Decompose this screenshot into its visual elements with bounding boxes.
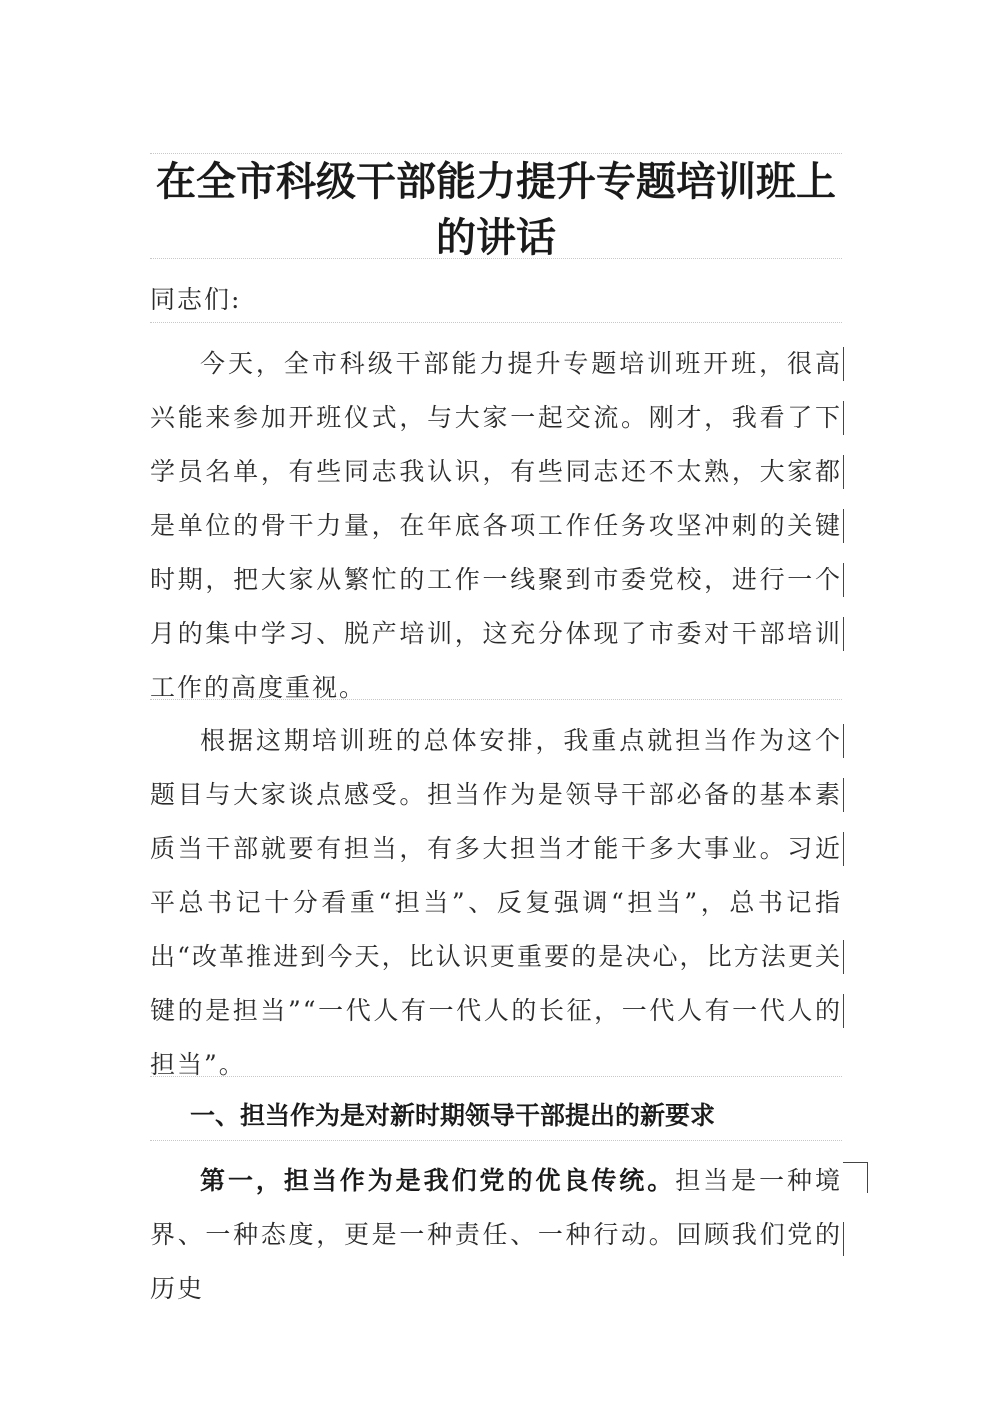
margin-marker — [843, 724, 844, 758]
document-title: 在全市科级干部能力提升专题培训班上的讲话 — [156, 158, 836, 261]
margin-marker — [843, 832, 844, 866]
margin-marker — [843, 940, 844, 974]
paragraph-2: 根据这期培训班的总体安排，我重点就担当作为这个题目与大家谈点感受。担当作为是领导干部必备的基本素质当干部就要有担当，有多大担当才能干多大事业。习近平总书记十分看重“担当”、反复强调“担当”，总书记指出“改革推进到今天，比认识更重要的是决心，比方法更关键的是担当”“一代人有一代人的长征，一代人有一代人的担当”。 — [150, 726, 842, 1079]
margin-marker — [843, 509, 844, 543]
section-paragraph-text: 担当是一种境界、一种态度，更是一种责任、一种行动。回顾我们党的历史 — [150, 1166, 842, 1303]
salutation: 同志们: — [150, 285, 242, 314]
margin-marker — [843, 347, 844, 381]
section-heading: 一、担当作为是对新时期领导干部提出的新要求 — [190, 1101, 716, 1130]
section-paragraph — [150, 1154, 842, 1316]
section-paragraph-lead: 第一，担当作为是我们党的优良传统。 — [200, 1166, 676, 1195]
divider — [150, 322, 842, 323]
divider — [150, 258, 842, 259]
margin-marker — [843, 563, 844, 597]
divider — [150, 1076, 842, 1077]
paragraph-1: 今天，全市科级干部能力提升专题培训班开班，很高兴能来参加开班仪式，与大家一起交流。刚才，我看了下学员名单，有些同志我认识，有些同志还不太熟，大家都是单位的骨干力量，在年底各项工作任务攻坚冲刺的关键时期，把大家从繁忙的工作一线聚到市委党校，进行一个月的集中学习、脱产培训，这充分体现了市委对干部培训工作的高度重视。 — [150, 349, 842, 702]
margin-marker — [843, 401, 844, 435]
divider — [150, 699, 842, 700]
divider — [150, 1140, 842, 1141]
margin-marker — [843, 617, 844, 651]
margin-marker — [843, 455, 844, 489]
margin-marker — [843, 778, 844, 812]
margin-marker — [843, 1222, 844, 1256]
margin-corner-marker — [843, 1162, 868, 1193]
margin-marker — [843, 994, 844, 1028]
